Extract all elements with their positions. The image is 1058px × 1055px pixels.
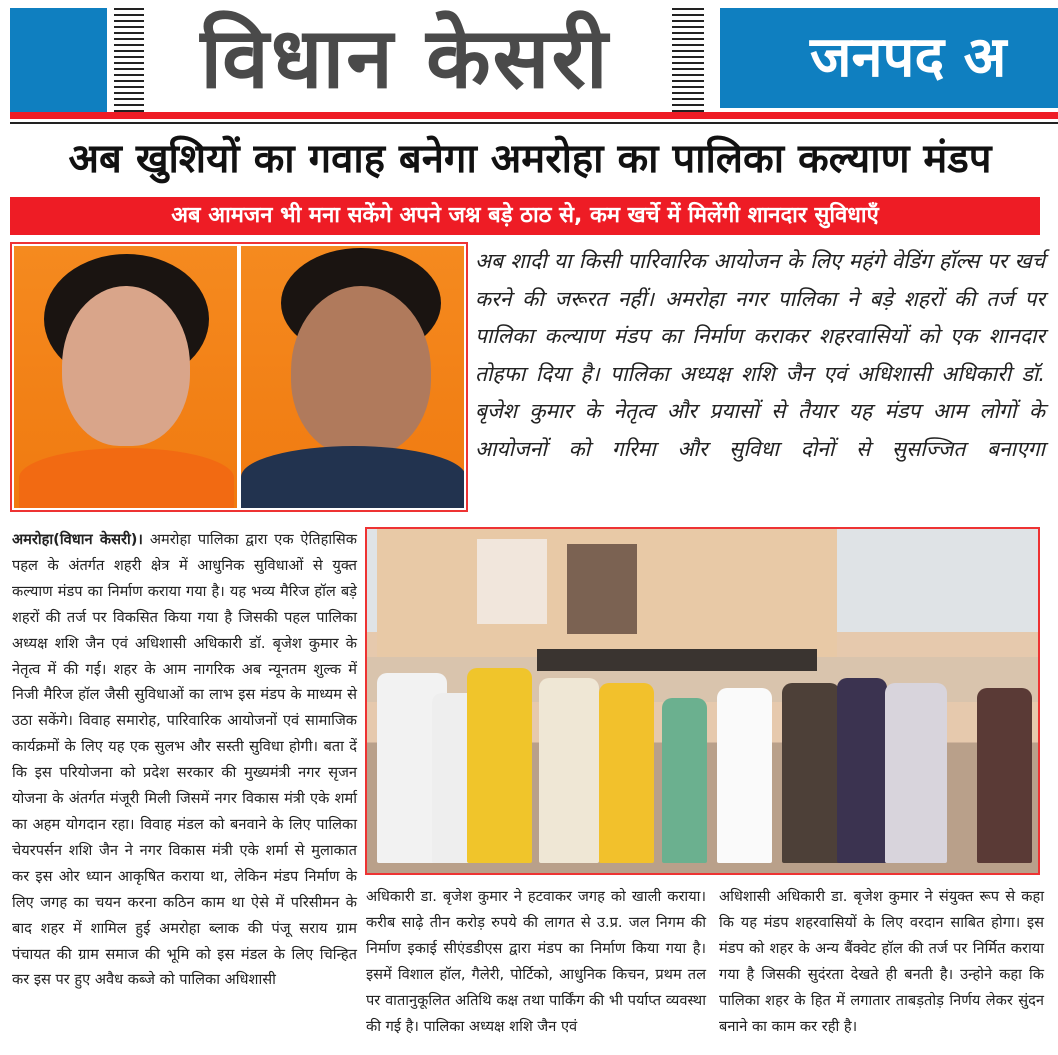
section-title: जनपद अ <box>720 8 1058 108</box>
dateline: अमरोहा(विधान केसरी)। <box>12 531 143 548</box>
article-intro: अब शादी या किसी पारिवारिक आयोजन के लिए महंगे वेडिंग हॉल्स पर खर्च करने की जरूरत नहीं। अमरोहा नगर पालिका ने बड़े शहरों की तर्ज पर पालिका कल्याण मंडप का निर्माण कराकर शहरवासियों को एक शानदार तोहफा दिया है। पालिका अध्यक्ष शशि जैन एवं अधिशासी अधिकारी डॉ. बृजेश कुमार के नेतृत्व और प्रयासों से तैयार यह मंडप आम लोगों के आयोजनों को गरिमा और सुविधा दोनों से सुसज्जित बनाएगा <box>475 249 1045 461</box>
article-body-middle-column: अधिकारी डा. बृजेश कुमार ने हटवाकर जगह को खाली कराया। करीब साढ़े तीन करोड़ रुपये की लागत से उ.प्र. जल निगम की निर्माण इकाई सीएंडडीएस द्वारा मंडप का निर्माण किया गया है। इसमें विशाल हॉल, गैलेरी, पोर्टिको, आधुनिक किचन, प्रथम तल पर वातानुकूलित अतिथि कक्ष तथा पार्किंग की भी पर्याप्त व्यवस्था की गई है। पालिका अध्यक्ष शशि जैन एवं <box>366 888 706 1035</box>
masthead-title: विधान केसरी <box>200 9 610 107</box>
body-text-left: अमरोहा पालिका द्वारा एक ऐतिहासिक पहल के अंतर्गत शहरी क्षेत्र में आधुनिक सुविधाओं से युक्त कल्याण मंडप का निर्माण कराया गया है। यह भव्य मैरिज हॉल बड़े शहरों की तर्ज पर विकसित किया गया है जिसकी पहल पालिका अध्यक्ष शशि जैन एवं अधिशासी अधिकारी डॉ. बृजेश कुमार के नेतृत्व में की गई। शहर के आम नागरिक अब न्यूनतम शुल्क में निजी मैरिज हॉल जैसी सुविधाओं का लाभ इस मंडप के माध्यम से उठा सकेंगे। विवाह समारोह, पारिवारिक आयोजनों एवं सामाजिक कार्यक्रमों के लिए यह एक सुलभ और सस्ती सुविधा होगी। बता दें कि इस परियोजना को प्रदेश सरकार की मुख्यमंत्री नगर सृजन योजना के अंतर्गत मंजूरी मिली जिसमें नगर विकास मंत्री एके शर्मा का अहम योगदान रहा। विवाह मंडल को बनवाने के लिए पालिका चेयरपर्सन शशि जैन ने नगर विकास मंत्री एके शर्मा से मुलाकात कर इस ओर ध्यान आकृषित कराया था, लेकिन मंडप निर्माण के लिए जगह का चयन करना कठिन काम था ऐसे में परिसीमन के बाद शहर में शामिल हुई अमरोहा ब्लाक की पंजू सराय ग्राम पंचायत की ग्राम समाज की भूमि को इस मंडल के लिए चिन्हित कर इस पर हुए अवैध कब्जे को पालिका अधिशासी <box>12 531 357 989</box>
headline: अब खुशियों का गवाह बनेगा अमरोहा का पालिका कल्याण मंडप <box>68 136 992 182</box>
masthead-red-rule <box>10 112 1058 119</box>
portrait-photos <box>10 242 468 512</box>
masthead-black-rule <box>10 122 1058 124</box>
masthead-stripes-right <box>672 8 704 112</box>
article-body-right-column: अधिशासी अधिकारी डा. बृजेश कुमार ने संयुक्त रूप से कहा कि यह मंडप शहरवासियों के लिए वरदान साबित होगा। इस मंडप को शहर के अन्य बैंक्वेट हॉल की तर्ज पर निर्मित कराया गया है जिसकी सुदंरता देखते ही बनती है। उन्होने कहा कि पालिका शहर के हित में लगातार ताबड़तोड़ निर्णय लेकर सुंदन बनाने का काम कर रही है। <box>719 888 1044 1035</box>
subheadline-banner: अब आमजन भी मना सकेंगे अपने जश्न बड़े ठाठ से, कम खर्चे में मिलेंगी शानदार सुविधाएँ <box>10 197 1040 235</box>
article-body-left-column <box>12 527 357 993</box>
masthead-stripes-left <box>114 8 144 112</box>
portrait-man <box>241 246 464 508</box>
masthead-left-block <box>10 8 107 112</box>
group-photo <box>365 527 1040 875</box>
portrait-woman <box>14 246 237 508</box>
